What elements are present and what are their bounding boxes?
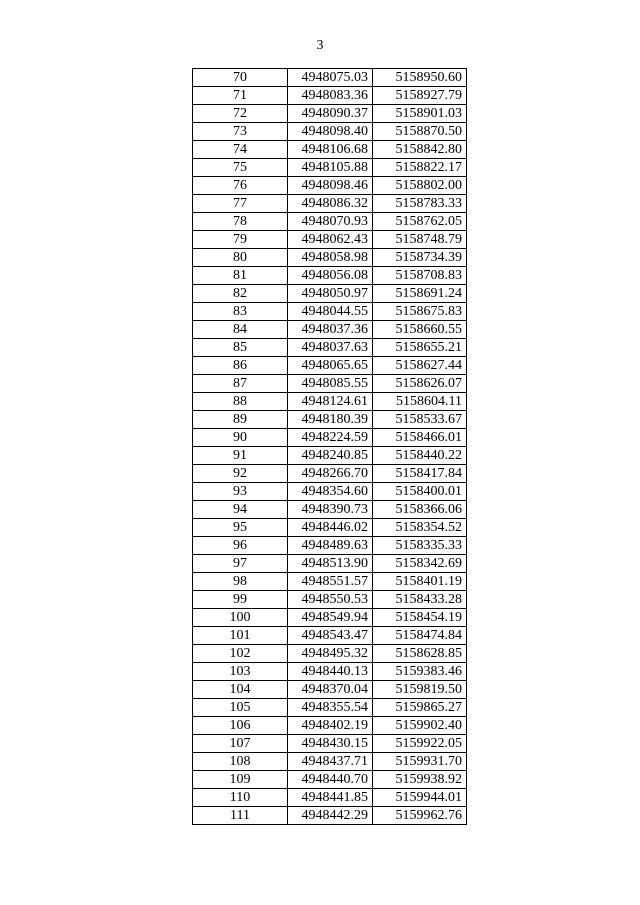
table-row <box>193 591 467 609</box>
x-coordinate-cell: 4948402.19 <box>288 717 373 735</box>
x-coordinate-cell: 4948513.90 <box>288 555 373 573</box>
table-row <box>193 465 467 483</box>
table-row <box>193 429 467 447</box>
x-coordinate-cell: 4948124.61 <box>288 393 373 411</box>
point-number-cell: 95 <box>193 519 288 537</box>
table-row <box>193 339 467 357</box>
x-coordinate-cell: 4948098.46 <box>288 177 373 195</box>
x-coordinate-cell: 4948446.02 <box>288 519 373 537</box>
point-number-cell: 79 <box>193 231 288 249</box>
point-number-cell: 85 <box>193 339 288 357</box>
table-row <box>193 519 467 537</box>
coordinates-table <box>192 68 467 825</box>
table-row <box>193 375 467 393</box>
table-row <box>193 663 467 681</box>
point-number-cell: 106 <box>193 717 288 735</box>
y-coordinate-cell: 5158927.79 <box>373 87 467 105</box>
point-number-cell: 82 <box>193 285 288 303</box>
point-number-cell: 91 <box>193 447 288 465</box>
y-coordinate-cell: 5158335.33 <box>373 537 467 555</box>
point-number-cell: 110 <box>193 789 288 807</box>
point-number-cell: 80 <box>193 249 288 267</box>
page-number: 3 <box>316 38 324 53</box>
y-coordinate-cell: 5158734.39 <box>373 249 467 267</box>
y-coordinate-cell: 5158533.67 <box>373 411 467 429</box>
point-number-cell: 90 <box>193 429 288 447</box>
x-coordinate-cell: 4948266.70 <box>288 465 373 483</box>
x-coordinate-cell: 4948440.13 <box>288 663 373 681</box>
point-number-cell: 99 <box>193 591 288 609</box>
table-row <box>193 447 467 465</box>
y-coordinate-cell: 5158454.19 <box>373 609 467 627</box>
y-coordinate-cell: 5158802.00 <box>373 177 467 195</box>
table-row <box>193 735 467 753</box>
x-coordinate-cell: 4948442.29 <box>288 807 373 825</box>
y-coordinate-cell: 5158822.17 <box>373 159 467 177</box>
y-coordinate-cell: 5158627.44 <box>373 357 467 375</box>
x-coordinate-cell: 4948440.70 <box>288 771 373 789</box>
point-number-cell: 97 <box>193 555 288 573</box>
x-coordinate-cell: 4948058.98 <box>288 249 373 267</box>
x-coordinate-cell: 4948037.36 <box>288 321 373 339</box>
x-coordinate-cell: 4948106.68 <box>288 141 373 159</box>
y-coordinate-cell: 5158400.01 <box>373 483 467 501</box>
point-number-cell: 74 <box>193 141 288 159</box>
y-coordinate-cell: 5158708.83 <box>373 267 467 285</box>
x-coordinate-cell: 4948037.63 <box>288 339 373 357</box>
y-coordinate-cell: 5159962.76 <box>373 807 467 825</box>
table-row <box>193 717 467 735</box>
x-coordinate-cell: 4948441.85 <box>288 789 373 807</box>
point-number-cell: 84 <box>193 321 288 339</box>
y-coordinate-cell: 5159383.46 <box>373 663 467 681</box>
x-coordinate-cell: 4948105.88 <box>288 159 373 177</box>
table-row <box>193 789 467 807</box>
y-coordinate-cell: 5159865.27 <box>373 699 467 717</box>
table-row <box>193 321 467 339</box>
y-coordinate-cell: 5158433.28 <box>373 591 467 609</box>
point-number-cell: 102 <box>193 645 288 663</box>
point-number-cell: 77 <box>193 195 288 213</box>
x-coordinate-cell: 4948489.63 <box>288 537 373 555</box>
point-number-cell: 87 <box>193 375 288 393</box>
table-row <box>193 213 467 231</box>
table-row <box>193 699 467 717</box>
coordinates-table-body <box>193 69 467 825</box>
point-number-cell: 70 <box>193 69 288 87</box>
y-coordinate-cell: 5158366.06 <box>373 501 467 519</box>
table-row <box>193 537 467 555</box>
table-row <box>193 645 467 663</box>
y-coordinate-cell: 5158417.84 <box>373 465 467 483</box>
table-row <box>193 231 467 249</box>
x-coordinate-cell: 4948083.36 <box>288 87 373 105</box>
y-coordinate-cell: 5158783.33 <box>373 195 467 213</box>
x-coordinate-cell: 4948180.39 <box>288 411 373 429</box>
x-coordinate-cell: 4948224.59 <box>288 429 373 447</box>
y-coordinate-cell: 5158342.69 <box>373 555 467 573</box>
point-number-cell: 81 <box>193 267 288 285</box>
x-coordinate-cell: 4948075.03 <box>288 69 373 87</box>
y-coordinate-cell: 5158950.60 <box>373 69 467 87</box>
x-coordinate-cell: 4948370.04 <box>288 681 373 699</box>
table-row <box>193 141 467 159</box>
x-coordinate-cell: 4948355.54 <box>288 699 373 717</box>
table-row <box>193 87 467 105</box>
table-row <box>193 753 467 771</box>
y-coordinate-cell: 5158660.55 <box>373 321 467 339</box>
table-row <box>193 159 467 177</box>
point-number-cell: 86 <box>193 357 288 375</box>
table-row <box>193 69 467 87</box>
point-number-cell: 89 <box>193 411 288 429</box>
table-row <box>193 267 467 285</box>
point-number-cell: 100 <box>193 609 288 627</box>
table-row <box>193 249 467 267</box>
y-coordinate-cell: 5158901.03 <box>373 105 467 123</box>
y-coordinate-cell: 5158842.80 <box>373 141 467 159</box>
point-number-cell: 72 <box>193 105 288 123</box>
table-row <box>193 609 467 627</box>
y-coordinate-cell: 5158691.24 <box>373 285 467 303</box>
table-row <box>193 555 467 573</box>
x-coordinate-cell: 4948086.32 <box>288 195 373 213</box>
table-row <box>193 285 467 303</box>
y-coordinate-cell: 5158401.19 <box>373 573 467 591</box>
y-coordinate-cell: 5158354.52 <box>373 519 467 537</box>
x-coordinate-cell: 4948085.55 <box>288 375 373 393</box>
y-coordinate-cell: 5158628.85 <box>373 645 467 663</box>
y-coordinate-cell: 5158626.07 <box>373 375 467 393</box>
y-coordinate-cell: 5159922.05 <box>373 735 467 753</box>
point-number-cell: 83 <box>193 303 288 321</box>
y-coordinate-cell: 5158474.84 <box>373 627 467 645</box>
y-coordinate-cell: 5158870.50 <box>373 123 467 141</box>
x-coordinate-cell: 4948551.57 <box>288 573 373 591</box>
point-number-cell: 71 <box>193 87 288 105</box>
point-number-cell: 104 <box>193 681 288 699</box>
x-coordinate-cell: 4948240.85 <box>288 447 373 465</box>
table-row <box>193 195 467 213</box>
x-coordinate-cell: 4948549.94 <box>288 609 373 627</box>
x-coordinate-cell: 4948044.55 <box>288 303 373 321</box>
table-row <box>193 501 467 519</box>
x-coordinate-cell: 4948354.60 <box>288 483 373 501</box>
point-number-cell: 101 <box>193 627 288 645</box>
table-row <box>193 177 467 195</box>
table-row <box>193 393 467 411</box>
x-coordinate-cell: 4948065.65 <box>288 357 373 375</box>
point-number-cell: 92 <box>193 465 288 483</box>
table-row <box>193 411 467 429</box>
point-number-cell: 75 <box>193 159 288 177</box>
x-coordinate-cell: 4948062.43 <box>288 231 373 249</box>
point-number-cell: 73 <box>193 123 288 141</box>
table-row <box>193 573 467 591</box>
y-coordinate-cell: 5158655.21 <box>373 339 467 357</box>
x-coordinate-cell: 4948070.93 <box>288 213 373 231</box>
x-coordinate-cell: 4948056.08 <box>288 267 373 285</box>
table-row <box>193 807 467 825</box>
y-coordinate-cell: 5158466.01 <box>373 429 467 447</box>
x-coordinate-cell: 4948495.32 <box>288 645 373 663</box>
point-number-cell: 103 <box>193 663 288 681</box>
point-number-cell: 96 <box>193 537 288 555</box>
y-coordinate-cell: 5159944.01 <box>373 789 467 807</box>
point-number-cell: 93 <box>193 483 288 501</box>
x-coordinate-cell: 4948550.53 <box>288 591 373 609</box>
point-number-cell: 109 <box>193 771 288 789</box>
x-coordinate-cell: 4948437.71 <box>288 753 373 771</box>
y-coordinate-cell: 5158440.22 <box>373 447 467 465</box>
point-number-cell: 88 <box>193 393 288 411</box>
y-coordinate-cell: 5159819.50 <box>373 681 467 699</box>
table-row <box>193 357 467 375</box>
y-coordinate-cell: 5159938.92 <box>373 771 467 789</box>
y-coordinate-cell: 5158748.79 <box>373 231 467 249</box>
point-number-cell: 76 <box>193 177 288 195</box>
y-coordinate-cell: 5159931.70 <box>373 753 467 771</box>
point-number-cell: 94 <box>193 501 288 519</box>
x-coordinate-cell: 4948050.97 <box>288 285 373 303</box>
table-row <box>193 771 467 789</box>
table-row <box>193 627 467 645</box>
x-coordinate-cell: 4948098.40 <box>288 123 373 141</box>
point-number-cell: 107 <box>193 735 288 753</box>
table-row <box>193 105 467 123</box>
point-number-cell: 108 <box>193 753 288 771</box>
table-row <box>193 303 467 321</box>
table-row <box>193 483 467 501</box>
x-coordinate-cell: 4948430.15 <box>288 735 373 753</box>
point-number-cell: 105 <box>193 699 288 717</box>
table-row <box>193 681 467 699</box>
y-coordinate-cell: 5159902.40 <box>373 717 467 735</box>
point-number-cell: 111 <box>193 807 288 825</box>
table-row <box>193 123 467 141</box>
x-coordinate-cell: 4948090.37 <box>288 105 373 123</box>
y-coordinate-cell: 5158604.11 <box>373 393 467 411</box>
x-coordinate-cell: 4948390.73 <box>288 501 373 519</box>
x-coordinate-cell: 4948543.47 <box>288 627 373 645</box>
point-number-cell: 78 <box>193 213 288 231</box>
y-coordinate-cell: 5158762.05 <box>373 213 467 231</box>
point-number-cell: 98 <box>193 573 288 591</box>
y-coordinate-cell: 5158675.83 <box>373 303 467 321</box>
